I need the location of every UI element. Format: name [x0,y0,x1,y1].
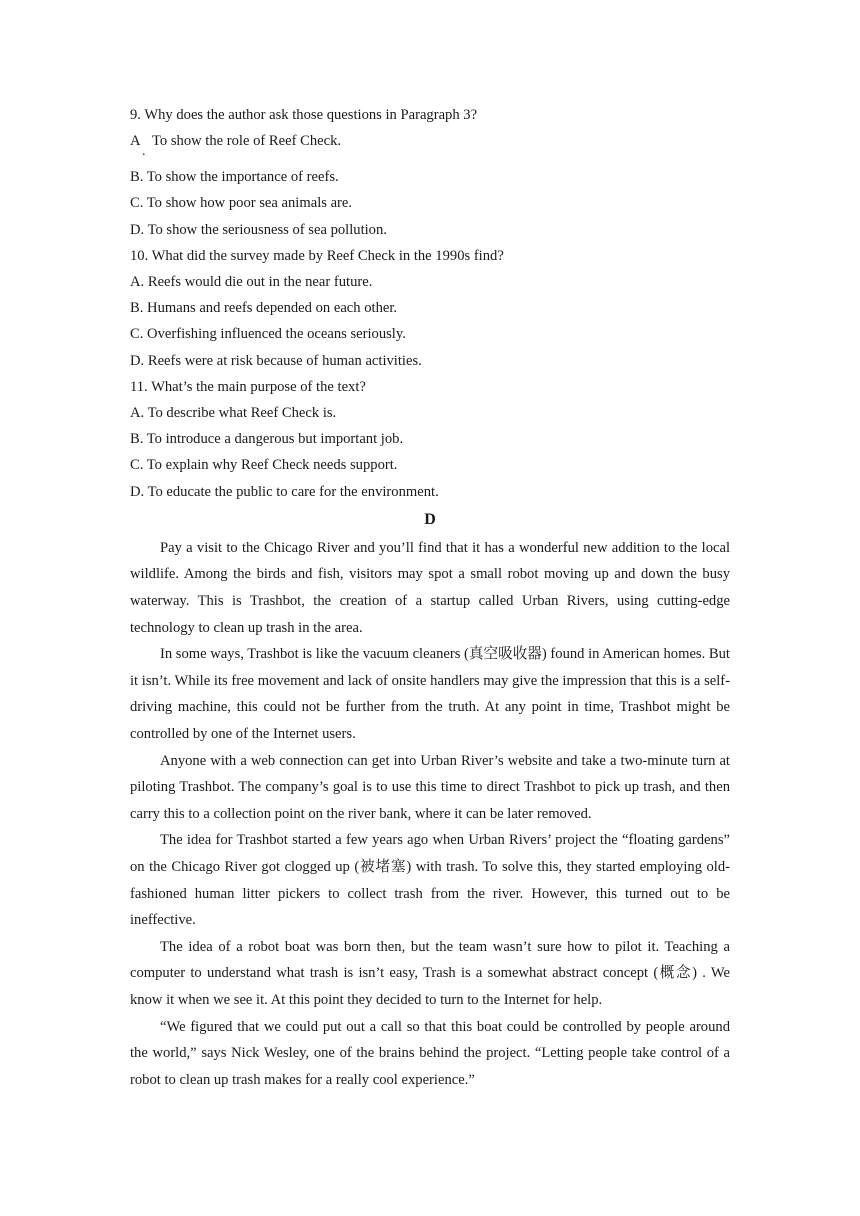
question-10-option-c: C. Overfishing influenced the oceans seriously. [130,326,406,343]
option-a-dot: . [142,144,146,160]
question-10-option-b: B. Humans and reefs depended on each other. [130,300,398,317]
question-11-option-b: B. To introduce a dangerous but important job. [130,431,404,448]
passage-paragraph-5: The idea of a robot boat was born then, but the team wasn’t sure how to pilot it. Teaching a computer to understand what trash is isn’t easy, Trash is a somewhat abstract concept (概念) . We know it when we see it. At this point they decided to turn to the Internet for help. [130,938,730,1008]
passage-paragraph-4: The idea for Trashbot started a few years ago when Urban Rivers’ project the “floating gardens” on the Chicago River got clogged up (被堵塞) with trash. To solve this, they started employing old-fashioned human litter pickers to collect trash from the river. However, this turned out to be ineffective. [130,832,730,929]
question-10-stem: 10. What did the survey made by Reef Check in the 1990s find? [130,247,504,264]
question-11-option-a: A. To describe what Reef Check is. [130,405,337,422]
passage-paragraph-2: In some ways, Trashbot is like the vacuum cleaners (真空吸收器) found in American homes. But it isn’t. While its free movement and lack of onsite handlers may give the impression that this is a self-driving machine, this could not be further from the truth. At any point in time, Trashbot might be controlled by one of the Internet users. [130,646,730,742]
option-a-text: To show the role of Reef Check. [152,133,342,150]
section-heading: D [424,510,436,528]
question-9-option-d: D. To show the seriousness of sea pollution. [130,221,387,238]
question-11-stem: 11. What’s the main purpose of the text? [130,378,366,395]
passage-paragraph-3: Anyone with a web connection can get into Urban River’s website and take a two-minute turn at piloting Trashbot. The company’s goal is to use this time to direct Trashbot to pick up trash, and then carry this to a collection point on the river bank, where it can be later removed. [130,752,730,822]
question-11-option-c: C. To explain why Reef Check needs support. [130,457,398,474]
question-10-option-a: A. Reefs would die out in the near future. [130,274,373,291]
question-9-option-b: B. To show the importance of reefs. [130,169,339,186]
question-9-option-c: C. To show how poor sea animals are. [130,195,353,212]
question-9-option-a [130,128,730,164]
passage-paragraph-1: Pay a visit to the Chicago River and you’ll find that it has a wonderful new addition to the local wildlife. Among the birds and fish, visitors may spot a small robot moving up and down the busy waterway. This is Trashbot, the creation of a startup called Urban Rivers, using cutting-edge technology to clean up trash in the area. [130,539,730,636]
question-9-stem: 9. Why does the author ask those questions in Paragraph 3? [130,107,478,123]
question-10-option-d: D. Reefs were at risk because of human activities. [130,352,422,369]
document-page [130,102,730,1093]
passage-paragraph-6: “We figured that we could put out a call so that this boat could be controlled by people around the world,” says Nick Wesley, one of the brains behind the project. “Letting people take control of a robot to clean up trash makes for a really cool experience.” [130,1018,730,1088]
option-a-letter: A [130,133,141,150]
question-11-option-d: D. To educate the public to care for the environment. [130,483,439,500]
